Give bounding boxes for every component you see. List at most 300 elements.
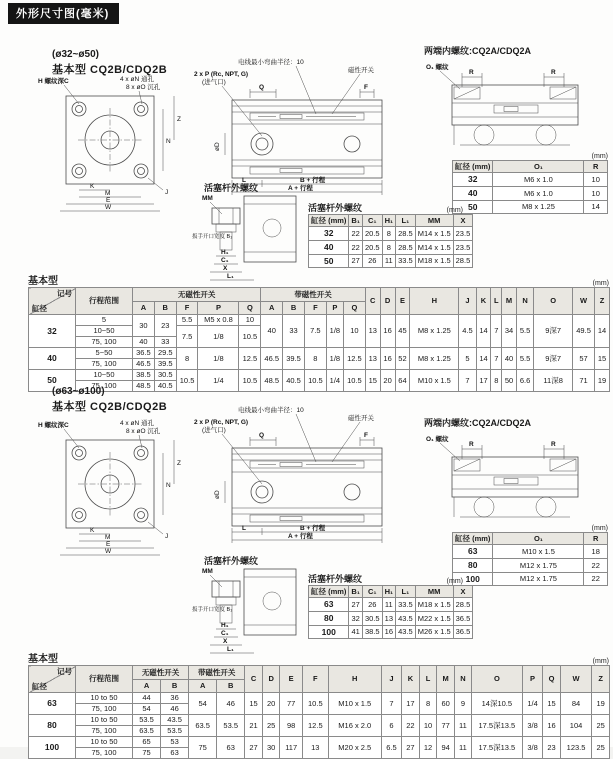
- cell: 5.5: [176, 315, 198, 326]
- cell: 10: [584, 187, 608, 201]
- cell: 10 to 50: [76, 693, 133, 704]
- table-row: [309, 254, 473, 268]
- cell: 30: [133, 315, 155, 337]
- cell: 48.5: [261, 370, 283, 392]
- table-row: [309, 625, 473, 639]
- counterbore-label: 8 x øO 沉孔: [126, 428, 161, 435]
- cell: 7: [459, 370, 476, 392]
- col-header: B₁: [349, 586, 363, 598]
- cell: 75: [189, 737, 217, 759]
- cell: 123.5: [560, 737, 591, 759]
- cell: 14: [476, 348, 491, 370]
- col-header: K: [402, 666, 420, 693]
- dim-l1-label: L₁: [227, 646, 234, 653]
- cell: 28.5: [453, 254, 473, 268]
- cell: 52: [395, 348, 410, 370]
- cell: 4.5: [459, 315, 476, 348]
- cable-note: 电线最小弯曲半径：10: [238, 407, 304, 414]
- cell: 27: [402, 737, 420, 759]
- switch-label: 磁性开关: [348, 67, 374, 74]
- diagonal-header: 记号 缸径: [29, 288, 76, 315]
- cell: 12: [419, 737, 437, 759]
- cell: 33.5: [396, 254, 416, 268]
- cq2a-drawing-1: [424, 57, 604, 153]
- cell: 100: [309, 625, 349, 639]
- cq2a-title: 两端内螺纹:CQ2A/CDQ2A: [424, 418, 532, 428]
- dim-q-label: Q: [259, 84, 265, 91]
- cell: 10.5: [343, 370, 365, 392]
- col-header: O: [534, 288, 573, 315]
- cell: 32: [309, 227, 349, 241]
- unit-label: (mm): [591, 153, 608, 160]
- cell: 7: [381, 693, 401, 715]
- col-header: O₁: [493, 533, 584, 545]
- dim-b-stroke-label: B + 行程: [300, 525, 326, 532]
- cell: 5.5: [516, 315, 533, 348]
- cell: 10: [239, 315, 261, 326]
- cell: 94: [437, 737, 455, 759]
- table-row: [29, 737, 610, 748]
- cell: 36.5: [453, 612, 473, 626]
- cell: 20.5: [362, 227, 382, 241]
- dim-d-label: øD: [214, 490, 221, 499]
- dim-r-left: R: [469, 69, 474, 76]
- cell: 1/8: [198, 348, 239, 370]
- cell: 14: [476, 315, 491, 348]
- dim-w-label: W: [105, 204, 112, 211]
- cell: 77: [280, 693, 302, 715]
- cell: 49.5: [573, 315, 595, 348]
- cell: 75, 100: [76, 748, 133, 759]
- section1-model-title: 基本型 CQ2B/CDQ2B: [52, 64, 168, 76]
- table-row: [29, 693, 610, 704]
- cell: 65: [133, 737, 161, 748]
- dim-w-label: W: [105, 548, 112, 555]
- col-header: H: [410, 288, 459, 315]
- cell: 10.5: [239, 326, 261, 348]
- col-header: Q: [543, 666, 561, 693]
- cell: 9深7: [534, 348, 573, 370]
- cq2a-table-1: [452, 160, 608, 214]
- dim-x-label: X: [223, 265, 228, 272]
- cell: 16: [380, 315, 395, 348]
- col-header: Q: [239, 301, 261, 315]
- cell: 63: [29, 693, 76, 715]
- cell: M18 x 1.5: [415, 598, 453, 612]
- cell: M12 x 1.75: [493, 559, 584, 573]
- rod-thread-label-2: 活塞杆外螺纹: [204, 556, 259, 566]
- cell: 10 to 50: [76, 715, 133, 726]
- cell: M6 x 1.0: [493, 173, 584, 187]
- mm-thread-label: MM: [202, 568, 213, 575]
- cell: 22: [584, 572, 608, 586]
- cell: 13: [302, 737, 328, 759]
- cell: 10: [584, 173, 608, 187]
- col-header: C: [245, 666, 263, 693]
- cell: 15: [543, 693, 561, 715]
- cell: 75, 100: [76, 726, 133, 737]
- port-label-line1: 2 x P (Rc, NPT, G): [194, 71, 249, 78]
- cell: M10 x 1.5: [493, 545, 584, 559]
- cell: 8: [419, 693, 437, 715]
- cell: 21: [245, 715, 263, 737]
- cell: 1/8: [326, 315, 343, 348]
- col-header: O₁: [493, 161, 584, 173]
- cell: 75, 100: [76, 337, 133, 348]
- cell: 63: [217, 737, 245, 759]
- cell: 5.5: [516, 348, 533, 370]
- cell: M10 x 1.5: [328, 693, 381, 715]
- cell: 80: [309, 612, 349, 626]
- cq2a-title: 两端内螺纹:CQ2A/CDQ2A: [424, 46, 532, 56]
- cell: 54: [189, 693, 217, 715]
- unit-label: (mm): [446, 578, 463, 585]
- col-header: 缸径 (mm): [453, 533, 493, 545]
- cell: 22: [349, 227, 363, 241]
- cell: 8: [304, 348, 326, 370]
- cell: 40.5: [283, 370, 305, 392]
- cell: 43.5: [396, 612, 416, 626]
- dim-b-stroke-label: B + 行程: [300, 177, 326, 184]
- col-header: K: [476, 288, 491, 315]
- col-header: R: [584, 161, 608, 173]
- cell: 60: [437, 693, 455, 715]
- dim-l-label: L: [242, 177, 246, 184]
- cell: 3/8: [522, 737, 542, 759]
- col-header: W: [560, 666, 591, 693]
- cell: 77: [437, 715, 455, 737]
- cell: M22 x 1.5: [415, 612, 453, 626]
- cell: 38.5: [362, 625, 382, 639]
- cell: 6.5: [381, 737, 401, 759]
- cell: 9: [454, 693, 471, 715]
- cell: M14 x 1.5: [415, 227, 453, 241]
- cell: 15: [365, 370, 380, 392]
- col-header: H₁: [382, 586, 396, 598]
- unit-label: (mm): [592, 658, 609, 665]
- dim-r-right: R: [551, 69, 556, 76]
- cell: 53.5: [161, 726, 189, 737]
- cell: 1/4: [198, 370, 239, 392]
- diagonal-header: 记号 缸径: [29, 666, 76, 693]
- section1-size-range: (ø32~ø50): [52, 49, 99, 60]
- o1-thread-label: O₁ 螺纹: [426, 64, 449, 71]
- cell: 22: [402, 715, 420, 737]
- cell: 19: [592, 693, 610, 715]
- cell: 11: [382, 598, 396, 612]
- col-header: R: [584, 533, 608, 545]
- wrench-width-label: 扳手开口宽度 B₁: [192, 607, 233, 613]
- stroke-header: 行程范围: [76, 288, 133, 315]
- col-header: A: [261, 301, 283, 315]
- cell: 32: [29, 315, 76, 348]
- front-view-drawing-1: [36, 74, 196, 216]
- dim-k-label: K: [90, 183, 95, 190]
- cell: 27: [349, 598, 363, 612]
- cell: 25: [262, 715, 280, 737]
- cell: 100: [29, 737, 76, 759]
- table-row: [453, 200, 608, 214]
- group-with-switch: 带磁性开关: [261, 288, 366, 302]
- through-hole-label: 4 x øN 通孔: [120, 420, 154, 427]
- dimension-table-2: [28, 665, 610, 759]
- front-view-drawing-2: [36, 418, 196, 560]
- table-row: [309, 598, 473, 612]
- cell: 75, 100: [76, 704, 133, 715]
- col-header: L: [491, 288, 502, 315]
- col-header: B: [161, 679, 189, 693]
- rod-thread-table-1: [308, 214, 473, 268]
- cell: 43.5: [396, 625, 416, 639]
- cell: 10 to 50: [76, 737, 133, 748]
- col-header: L₁: [396, 586, 416, 598]
- table-row: [309, 612, 473, 626]
- col-header: P: [326, 301, 343, 315]
- dim-m-label: M: [105, 534, 111, 541]
- cell: 33.5: [396, 598, 416, 612]
- cell: 26: [362, 254, 382, 268]
- cq2a-drawing-2: [424, 429, 604, 525]
- cell: 18: [584, 545, 608, 559]
- dim-n-label: N: [166, 138, 171, 145]
- cell: 63: [453, 545, 493, 559]
- cell: 11: [382, 254, 396, 268]
- group-with-switch: 带磁性开关: [189, 666, 245, 680]
- col-header: D: [262, 666, 280, 693]
- cell: 5~50: [76, 348, 133, 359]
- cell: 15: [594, 348, 609, 370]
- cell: 30.5: [362, 612, 382, 626]
- thread-depth-label: H 螺纹深C: [38, 78, 69, 85]
- cell: 40: [502, 348, 517, 370]
- cell: 10.5: [304, 370, 326, 392]
- cell: 41: [349, 625, 363, 639]
- cell: 32: [349, 612, 363, 626]
- cell: 117: [280, 737, 302, 759]
- cell: 1/4: [522, 693, 542, 715]
- cell: 23: [543, 737, 561, 759]
- cell: 5: [76, 315, 133, 326]
- cell: 75, 100: [76, 359, 133, 370]
- cell: 32: [453, 173, 493, 187]
- cell: 63: [161, 748, 189, 759]
- cell: 19: [594, 370, 609, 392]
- cell: 43.5: [161, 715, 189, 726]
- cell: 36.5: [453, 625, 473, 639]
- cell: 20: [380, 370, 395, 392]
- col-header: E: [395, 288, 410, 315]
- col-header: J: [459, 288, 476, 315]
- cell: 27: [349, 254, 363, 268]
- cell: 33: [283, 315, 305, 348]
- col-header: M: [502, 288, 517, 315]
- cell: 12.5: [343, 348, 365, 370]
- dim-a-stroke-label: A + 行程: [288, 185, 313, 192]
- cell: 34: [502, 315, 517, 348]
- dim-h1-label: H₁: [221, 622, 229, 629]
- col-header: B₁: [349, 215, 363, 227]
- rod-thread-table-2: [308, 585, 473, 639]
- cell: 104: [560, 715, 591, 737]
- section2-model-title: 基本型 CQ2B/CDQ2B: [52, 401, 168, 413]
- cell: 22: [584, 559, 608, 573]
- col-header: H: [328, 666, 381, 693]
- cell: 57: [573, 348, 595, 370]
- stroke-header: 行程范围: [76, 666, 133, 693]
- cell: 25: [592, 737, 610, 759]
- cell: 1/8: [198, 326, 239, 348]
- cell: 8: [382, 241, 396, 255]
- col-header: 缸径 (mm): [453, 161, 493, 173]
- cell: 30.5: [154, 370, 176, 381]
- cell: 8: [176, 348, 198, 370]
- cell: 12.5: [302, 715, 328, 737]
- cell: 17: [476, 370, 491, 392]
- col-header: X: [453, 586, 473, 598]
- table-row: [309, 227, 473, 241]
- cell: 10~50: [76, 326, 133, 337]
- dim-q-label: Q: [259, 432, 265, 439]
- through-hole-label: 4 x øN 通孔: [120, 76, 154, 83]
- page-title: 外形尺寸图(毫米): [8, 3, 119, 24]
- table-row: [453, 187, 608, 201]
- col-header: M: [437, 666, 455, 693]
- cell: 7: [491, 315, 502, 348]
- cell: 36.5: [133, 348, 155, 359]
- cell: 28.5: [453, 598, 473, 612]
- cell: 20: [262, 693, 280, 715]
- cell: 63: [309, 598, 349, 612]
- table-row: [453, 559, 608, 573]
- cell: 38.5: [133, 370, 155, 381]
- table-row: [29, 348, 610, 359]
- cell: 14: [584, 200, 608, 214]
- basic-title: 基本型: [28, 654, 58, 665]
- cell: 7: [491, 348, 502, 370]
- port-label-line2: (进气口): [202, 427, 226, 434]
- col-header: C: [365, 288, 380, 315]
- col-header: H₁: [382, 215, 396, 227]
- cell: 50: [309, 254, 349, 268]
- col-header: B: [283, 301, 305, 315]
- cell: 98: [280, 715, 302, 737]
- cell: 26: [362, 598, 382, 612]
- cell: 53: [161, 737, 189, 748]
- col-header: 缸径 (mm): [309, 586, 349, 598]
- dim-j-label: J: [165, 533, 169, 540]
- col-header: W: [573, 288, 595, 315]
- cell: 46.5: [261, 348, 283, 370]
- cell: 40: [133, 337, 155, 348]
- dim-k-label: K: [90, 527, 95, 534]
- cell: 46: [217, 693, 245, 715]
- cell: 53.5: [133, 715, 161, 726]
- col-header: MM: [415, 586, 453, 598]
- dim-f-label: F: [364, 84, 368, 91]
- cell: 64: [395, 370, 410, 392]
- col-header: C₁: [362, 586, 382, 598]
- dim-n-label: N: [166, 482, 171, 489]
- cell: M8 x 1.25: [410, 348, 459, 370]
- cell: 8: [491, 370, 502, 392]
- dim-c1-label: C₁: [221, 257, 229, 264]
- unit-label: (mm): [446, 207, 463, 214]
- cell: 1/8: [326, 348, 343, 370]
- cell: 10~50: [76, 370, 133, 381]
- cell: 50: [502, 370, 517, 392]
- cell: 40: [261, 315, 283, 348]
- dim-z-label: Z: [177, 460, 181, 467]
- basic-table-block-2: [28, 650, 610, 759]
- section2-size-range: (ø63~ø100): [52, 386, 105, 397]
- cq2a-block-2: [424, 416, 610, 586]
- col-header: Z: [592, 666, 610, 693]
- cell: M16 x 2.0: [328, 715, 381, 737]
- col-header: B: [154, 301, 176, 315]
- cell: 46: [161, 704, 189, 715]
- cell: 13: [365, 348, 380, 370]
- unit-label: (mm): [592, 280, 609, 287]
- cell: 12.5: [239, 348, 261, 370]
- table-row: [29, 315, 610, 326]
- cell: 6: [381, 715, 401, 737]
- group-no-switch: 无磁性开关: [133, 666, 189, 680]
- cell: 10.5: [239, 370, 261, 392]
- dim-a-stroke-label: A + 行程: [288, 533, 313, 540]
- col-header: P: [198, 301, 239, 315]
- cell: M12 x 1.75: [493, 572, 584, 586]
- cell: 11: [454, 737, 471, 759]
- cell: 23: [154, 315, 176, 337]
- cq2a-table-2: [452, 532, 608, 586]
- dim-x-label: X: [223, 638, 228, 645]
- cell: 11: [454, 715, 471, 737]
- cell: 7.5: [176, 326, 198, 348]
- cell: 23.5: [453, 241, 473, 255]
- table-row: [453, 545, 608, 559]
- cell: 54: [133, 704, 161, 715]
- cell: 14: [594, 315, 609, 348]
- dim-l-label: L: [242, 525, 246, 532]
- cell: 80: [29, 715, 76, 737]
- cell: 53.5: [217, 715, 245, 737]
- cell: 17.5深13.5: [471, 737, 522, 759]
- dim-f-label: F: [364, 432, 368, 439]
- col-header: B: [217, 679, 245, 693]
- dim-h1-label: H₁: [221, 249, 229, 256]
- cell: 40.5: [154, 381, 176, 392]
- group-no-switch: 无磁性开关: [133, 288, 261, 302]
- table-row: [453, 572, 608, 586]
- cell: M8 x 1.25: [410, 315, 459, 348]
- cell: 8: [382, 227, 396, 241]
- cell: 16: [382, 625, 396, 639]
- table-row: [29, 370, 610, 381]
- cell: 20.5: [362, 241, 382, 255]
- dimension-table-1: [28, 287, 610, 392]
- mm-thread-label: MM: [202, 195, 213, 202]
- cell: 6.6: [516, 370, 533, 392]
- dim-c1-label: C₁: [221, 630, 229, 637]
- cell: 40: [453, 187, 493, 201]
- col-header: J: [381, 666, 401, 693]
- cell: 28.5: [396, 241, 416, 255]
- cable-note: 电线最小弯曲半径：10: [238, 59, 304, 66]
- cell: 9深7: [534, 315, 573, 348]
- cell: 25: [592, 715, 610, 737]
- cell: M8 x 1.25: [493, 200, 584, 214]
- cell: 17: [402, 693, 420, 715]
